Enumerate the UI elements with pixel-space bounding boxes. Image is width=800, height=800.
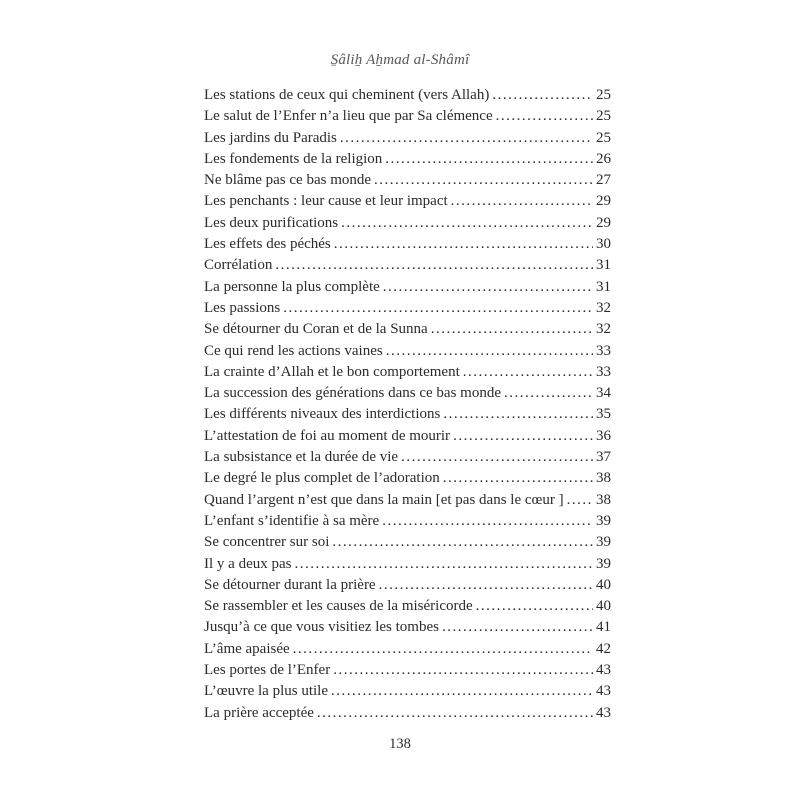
toc-entry-title: Les portes de l’Enfer [204,662,331,679]
toc-entry-title: Se concentrer sur soi [204,534,330,551]
toc-leader-dots [443,468,593,489]
toc-row [204,149,611,170]
toc-entry-title: Ce qui rend les actions vaines [204,342,383,359]
toc-row [204,128,611,149]
toc-row [204,554,611,575]
toc-entry-page: 39 [596,534,611,551]
toc-row [204,639,611,660]
toc-row [204,383,611,404]
toc-leader-dots [496,106,593,127]
toc-entry-title: Le salut de l’Enfer n’a lieu que par Sa clémence [204,108,493,125]
toc-row [204,575,611,596]
toc-row [204,277,611,298]
toc-entry-page: 31 [596,278,611,295]
toc-row [204,404,611,425]
toc-entry-title: Se détourner du Coran et de la Sunna [204,321,428,338]
toc-leader-dots [385,149,593,170]
toc-leader-dots [334,234,593,255]
toc-entry-title: Il y a deux pas [204,555,292,572]
toc-leader-dots [333,660,593,681]
toc-leader-dots [275,255,593,276]
toc-entry-page: 25 [596,87,611,103]
toc-row [204,532,611,553]
toc-row [204,703,611,724]
toc-row [204,596,611,617]
toc-entry-page: 41 [596,619,611,636]
toc-entry-title: La subsistance et la durée de vie [204,449,399,466]
toc-leader-dots [341,213,593,234]
toc-leader-dots [331,681,593,702]
toc-row [204,468,611,489]
toc-entry-page: 29 [596,193,611,210]
toc-leader-dots [317,703,593,724]
toc-leader-dots [283,298,593,319]
toc-entry-page: 32 [596,299,611,316]
toc-entry-title: Corrélation [204,257,273,274]
toc-entry-page: 30 [596,236,611,253]
toc-row [204,447,611,468]
toc-row [204,255,611,276]
toc-entry-title: La succession des générations dans ce bas monde [204,385,501,402]
toc-leader-dots [443,404,593,425]
toc-entry-title: Se détourner durant la prière [204,576,376,593]
toc-entry-title: La prière acceptée [204,704,314,721]
toc-leader-dots [383,277,593,298]
toc-entry-title: La crainte d’Allah et le bon comportement [204,363,460,380]
toc-row [204,617,611,638]
toc-list [204,85,611,724]
toc-leader-dots [386,341,593,362]
toc-leader-dots [401,447,593,468]
toc-entry-title: Les différents niveaux des interdictions [204,406,441,423]
toc-entry-title: Quand l’argent n’est que dans la main [et pas dans le cœur ] [204,491,564,508]
toc-entry-page: 43 [596,683,611,700]
toc-row [204,341,611,362]
toc-row [204,191,611,212]
toc-entry-page: 39 [596,555,611,572]
toc-entry-page: 39 [596,512,611,529]
toc-entry-title: Ne blâme pas ce bas monde [204,172,372,189]
toc-entry-page: 38 [596,491,611,508]
toc-leader-dots [379,575,593,596]
toc-entry-title: Les passions [204,299,281,316]
toc-entry-title: Jusqu’à ce que vous visitiez les tombes [204,619,439,636]
toc-entry-title: Les jardins du Paradis [204,129,337,146]
toc-leader-dots [476,596,593,617]
toc-entry-page: 26 [596,150,611,167]
toc-entry-title: Les stations de ceux qui cheminent (vers Allah) [204,87,490,103]
toc-row [204,106,611,127]
toc-row [204,213,611,234]
toc-entry-page: 33 [596,363,611,380]
toc-leader-dots [453,426,593,447]
toc-row [204,298,611,319]
toc-entry-title: La personne la plus complète [204,278,380,295]
toc-row [204,426,611,447]
toc-entry-page: 40 [596,576,611,593]
toc-leader-dots [442,617,593,638]
toc-entry-title: L’enfant s’identifie à sa mère [204,512,380,529]
toc-entry-page: 37 [596,449,611,466]
toc-entry-title: L’attestation de foi au moment de mourir [204,427,451,444]
toc-leader-dots [504,383,593,404]
toc-leader-dots [451,191,593,212]
toc-row [204,511,611,532]
toc-leader-dots [382,511,593,532]
toc-entry-page: 32 [596,321,611,338]
toc-row [204,660,611,681]
toc-entry-page: 29 [596,214,611,231]
toc-leader-dots [374,170,593,191]
toc-entry-title: Les fondements de la religion [204,150,383,167]
toc-entry-page: 34 [596,385,611,402]
toc-row [204,490,611,511]
toc-entry-page: 27 [596,172,611,189]
toc-leader-dots [463,362,593,383]
toc-row [204,681,611,702]
toc-entry-page: 31 [596,257,611,274]
toc-row [204,234,611,255]
toc-entry-title: L’âme apaisée [204,640,290,657]
toc-row [204,170,611,191]
toc-entry-page: 42 [596,640,611,657]
toc-entry-page: 35 [596,406,611,423]
toc-entry-page: 25 [596,129,611,146]
toc-leader-dots [340,128,593,149]
toc-row [204,85,611,106]
running-header-author: S̱âliẖ Aẖmad al-Shâmî [330,52,470,68]
toc-leader-dots [293,639,593,660]
toc-entry-page: 38 [596,470,611,487]
toc-entry-page: 33 [596,342,611,359]
page-number-footer: 138 [389,736,411,752]
toc-entry-page: 40 [596,598,611,615]
toc-entry-title: Le degré le plus complet de l’adoration [204,470,440,487]
toc-row [204,362,611,383]
toc-leader-dots [431,319,593,340]
toc-entry-page: 43 [596,704,611,721]
toc-entry-title: L’œuvre la plus utile [204,683,329,700]
toc-leader-dots [332,532,593,553]
toc-entry-title: Les effets des péchés [204,236,331,253]
toc-entry-title: Les penchants : leur cause et leur impact [204,193,448,210]
toc-entry-title: Les deux purifications [204,214,339,231]
toc-entry-page: 43 [596,662,611,679]
toc-entry-title: Se rassembler et les causes de la miséricorde [204,598,473,615]
toc-leader-dots [567,490,593,511]
toc-row [204,319,611,340]
toc-leader-dots [492,85,593,106]
toc-leader-dots [294,554,593,575]
toc-entry-page: 36 [596,427,611,444]
toc-entry-page: 25 [596,108,611,125]
